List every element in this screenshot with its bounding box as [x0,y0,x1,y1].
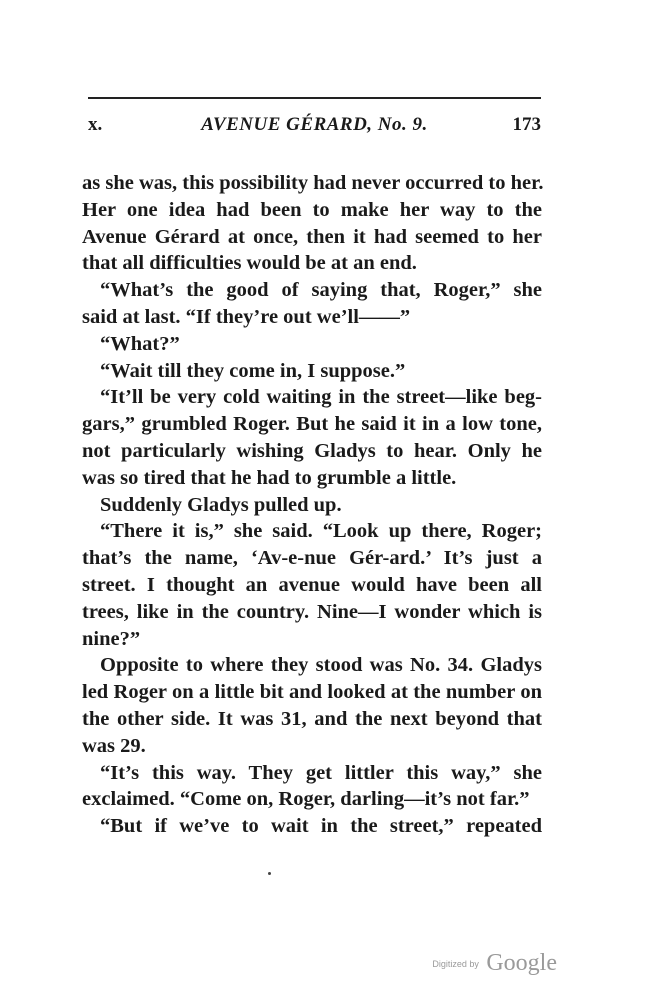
text-line: was so tired that he had to grumble a little. [82,466,457,489]
text-line: Her one idea had been to make her way to the [82,198,542,221]
text-line: “It’s this way. They get littler this way,” she [100,761,542,784]
text-line: exclaimed. “Come on, Roger, darling—it’s not far.” [82,788,530,811]
page-body-text [82,170,542,840]
text-line: “It’ll be very cold waiting in the street—like beg- [100,386,542,409]
text-line: gars,” grumbled Roger. But he said it in a low tone, [82,413,542,436]
text-line: that all difficulties would be at an end. [82,252,417,275]
text-line: trees, like in the country. Nine—I wonder which is [82,600,542,623]
page-number: 173 [512,114,541,135]
text-line: nine?” [82,627,141,650]
ink-speck [268,872,271,875]
text-line: said at last. “If they’re out we’ll——” [82,305,411,328]
text-line: “Wait till they come in, I suppose.” [100,359,406,382]
text-line: Opposite to where they stood was No. 34. Gladys [100,654,542,677]
running-title: AVENUE GÉRARD, No. 9. [201,114,428,135]
text-line: “But if we’ve to wait in the street,” repeated [100,815,542,838]
text-line: Avenue Gérard at once, then it had seemed to her [82,225,542,248]
text-line: that’s the name, ‘Av-e-nue Gér-ard.’ It’s just a [82,547,542,570]
text-line: was 29. [82,734,146,757]
text-line: Suddenly Gladys pulled up. [100,493,342,516]
header-rule [88,97,541,99]
text-line: street. I thought an avenue would have been all [82,573,542,596]
text-line: the other side. It was 31, and the next beyond that [82,707,542,730]
page-header [88,114,541,138]
text-line: “What?” [100,332,180,355]
text-line: as she was, this possibility had never occurred to her. [82,172,544,194]
chapter-number: x. [88,114,103,135]
digitized-watermark [432,950,557,977]
text-line: “There it is,” she said. “Look up there, Roger; [100,520,542,543]
text-line: “What’s the good of saying that, Roger,” she [100,279,542,302]
digitized-by-label: Digitized by [432,958,479,969]
text-line: not particularly wishing Gladys to hear. Only he [82,439,542,462]
google-logo: Google [486,950,557,976]
text-line: led Roger on a little bit and looked at the number on [82,681,542,704]
